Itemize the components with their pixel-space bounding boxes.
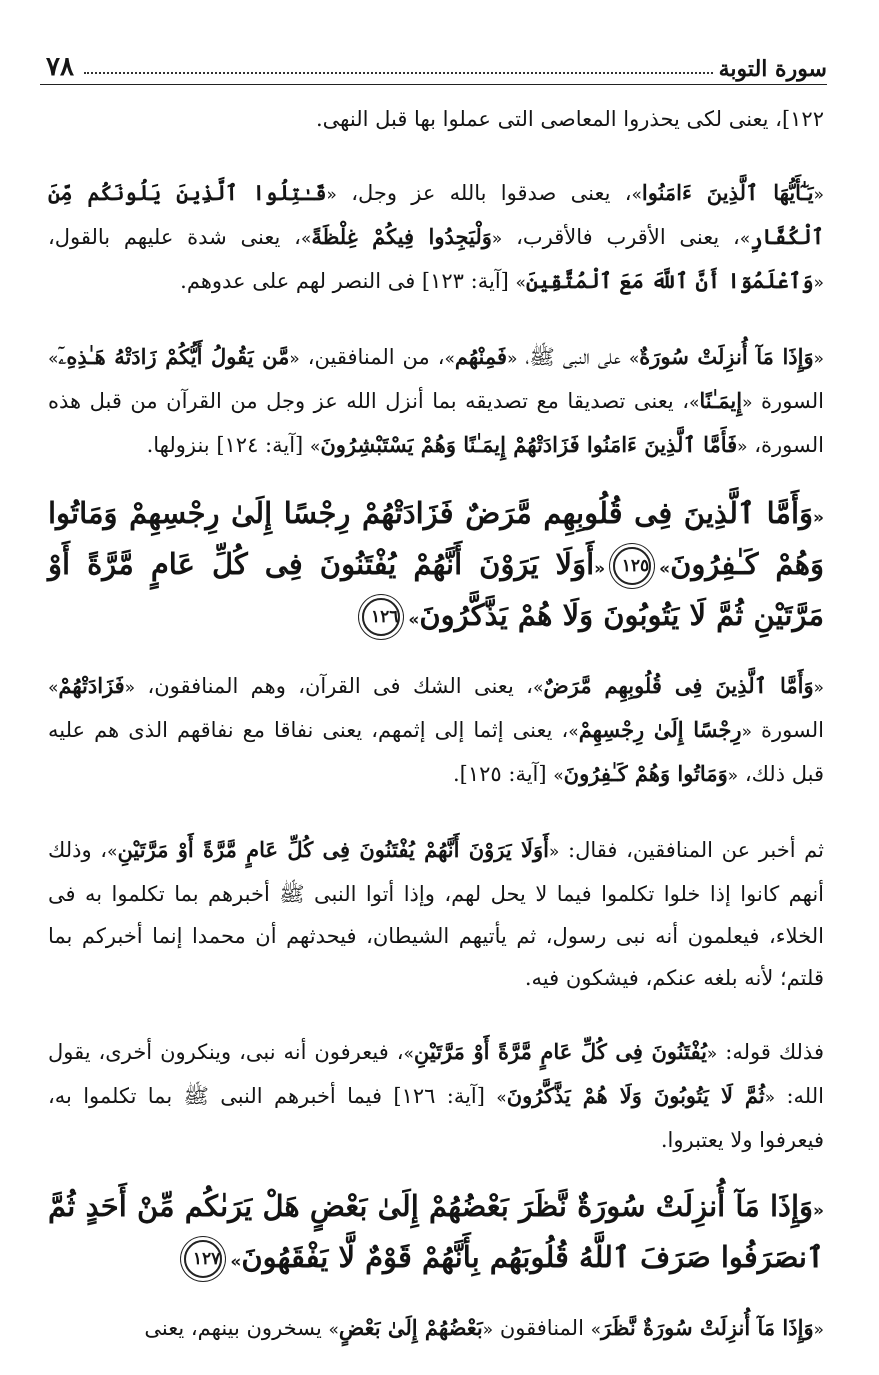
quran-quote: بَعْضُهُمْ إِلَىٰ بَعْضٍ xyxy=(338,1315,483,1340)
quran-quote: وَإِذَا مَآ أُنزِلَتْ سُورَةٌ نَّظَرَ xyxy=(601,1315,814,1340)
verse-number-medallion: ١٢٧ xyxy=(184,1240,222,1278)
commentary-text: [آية: ١٢٥]. xyxy=(452,762,554,786)
quran-quote: يَـٰٓأَيُّهَا ٱلَّذِينَ ءَامَنُوا xyxy=(641,180,814,205)
quote-close-bracket-icon: » xyxy=(309,437,321,457)
commentary-text: ، من المنافقين، xyxy=(299,345,445,369)
commentary-text: ، يعنى شدة عليهم بالقول، xyxy=(48,225,301,249)
commentary-paragraph xyxy=(48,172,824,304)
commentary-text: ١٢٢]، يعنى لكى يحذروا المعاصى التى عملوا بها قبل النهى. xyxy=(316,107,824,131)
quote-close-bracket-icon: » xyxy=(230,1252,242,1272)
commentary-text: ، يعنى الأقرب فالأقرب، xyxy=(502,225,740,249)
quote-close-bracket-icon: » xyxy=(403,1044,414,1064)
quran-quote: إِيمَـٰنًا xyxy=(699,388,743,413)
quran-quote: وَأَمَّا ٱلَّذِينَ فِى قُلُوبِهِم مَّرَضٌ xyxy=(543,673,814,698)
commentary-paragraph xyxy=(48,336,824,468)
commentary-text: المنافقون xyxy=(493,1316,591,1340)
quote-open-bracket-icon: « xyxy=(813,349,825,369)
commentary-text: ، يعنى صدقوا بالله عز وجل، xyxy=(336,181,632,205)
quran-quote: رِجْسًا إِلَىٰ رِجْسِهِمْ xyxy=(578,717,742,742)
quote-open-bracket-icon: « xyxy=(741,722,752,742)
quote-open-bracket-icon: « xyxy=(326,185,337,205)
quote-close-bracket-icon: » xyxy=(496,1088,507,1108)
quote-open-bracket-icon: « xyxy=(548,842,560,862)
header-leader-dots xyxy=(84,72,713,74)
quote-open-bracket-icon: « xyxy=(742,393,753,413)
commentary-text: السورة xyxy=(752,389,825,413)
quran-quote: يُفْتَنُونَ فِى كُلِّ عَامٍ مَّرَّةً أَوْ مَرَّتَيْنِ xyxy=(413,1039,707,1064)
quote-close-bracket-icon: » xyxy=(590,1320,601,1340)
quran-quote: وَإِذَا مَآ أُنزِلَتْ سُورَةٌ xyxy=(639,344,814,369)
commentary-text: [آية: ١٢٤] بنزولها. xyxy=(146,433,310,457)
page-header xyxy=(40,44,827,85)
paragraph-gap xyxy=(48,1161,824,1183)
quote-close-bracket-icon: » xyxy=(553,766,564,786)
quran-quote: قَـٰتِلُوا ٱلَّذِينَ يَلُونَكُم مِّنَ ٱلْكُفَّارِ xyxy=(48,180,825,249)
quote-open-bracket-icon: « xyxy=(706,1044,718,1064)
commentary-paragraph xyxy=(48,1307,824,1351)
quote-open-bracket-icon: « xyxy=(507,349,518,369)
quote-open-bracket-icon: « xyxy=(813,678,825,698)
quote-open-bracket-icon: « xyxy=(813,1320,824,1340)
commentary-text: ، وذلك أنهم كانوا إذا خلوا تكلموا فيما لا يحل لهم، وإذا أتوا النبى ﷺ أخبرهم بما تكلموا به فى الخلاء، فيعلمون أنه نبى رسول، ثم يأتيهم الشيطان، فيحدثهم أن محمدا إنما أخبركم بما قلتم؛ لأنه بلغه عنكم، فيشكون فيه. xyxy=(48,838,824,990)
commentary-text: يسخرون بينهم، يعنى xyxy=(144,1316,329,1340)
commentary-text: ، يعنى الشك فى القرآن، وهم المنافقون، xyxy=(135,674,533,698)
quote-open-bracket-icon: « xyxy=(764,1088,776,1108)
quote-close-bracket-icon: » xyxy=(689,393,700,413)
quote-open-bracket-icon: « xyxy=(813,185,824,205)
quote-close-bracket-icon: » xyxy=(659,559,671,579)
commentary-text: [آية: ١٢٣] فى النصر لهم على عدوهم. xyxy=(180,269,516,293)
quote-close-bracket-icon: » xyxy=(48,678,59,698)
quran-quote: وَٱعْلَمُوٓا أَنَّ ٱللَّهَ مَعَ ٱلْمُتَّقِينَ xyxy=(525,268,814,293)
quran-quote: أَوَلَا يَرَوْنَ أَنَّهُمْ يُفْتَنُونَ فِى كُلِّ عَامٍ مَّرَّةً أَوْ مَرَّتَيْنِ xyxy=(117,837,549,862)
commentary-text: على النبى ﷺ، xyxy=(517,345,629,369)
paragraph-gap xyxy=(48,1285,824,1307)
quote-open-bracket-icon: « xyxy=(594,559,606,579)
quran-verse-block xyxy=(48,1183,824,1285)
commentary-paragraph xyxy=(48,1031,824,1161)
paragraph-gap xyxy=(48,999,824,1031)
quote-close-bracket-icon: » xyxy=(631,185,642,205)
verse-number-medallion: ١٢٦ xyxy=(362,598,400,636)
quran-quote: فَمِنْهُم xyxy=(454,344,508,369)
paragraph-gap xyxy=(48,797,824,829)
quote-close-bracket-icon: » xyxy=(408,610,420,630)
quote-open-bracket-icon: « xyxy=(491,229,503,249)
quran-quote: فَأَمَّا ٱلَّذِينَ ءَامَنُوا فَزَادَتْهُمْ إِيمَـٰنًا وَهُمْ يَسْتَبْشِرُونَ xyxy=(320,432,738,457)
quran-quote: أَوَلَا يَرَوْنَ أَنَّهُمْ يُفْتَنُونَ فِى كُلِّ عَامٍ مَّرَّةً أَوْ مَرَّتَيْنِ ثُمَّ لَا يَتُوبُونَ وَلَا هُمْ يَذَّكَّرُونَ xyxy=(48,547,824,632)
quote-close-bracket-icon: » xyxy=(107,842,118,862)
verse-number-medallion: ١٢٥ xyxy=(613,547,651,585)
commentary-text: السورة xyxy=(751,718,824,742)
quote-close-bracket-icon: » xyxy=(628,349,640,369)
page-number: ٧٨ xyxy=(46,52,74,82)
quote-open-bracket-icon: « xyxy=(482,1320,494,1340)
paragraph-gap xyxy=(48,643,824,665)
quran-verse-block xyxy=(48,490,824,643)
quote-open-bracket-icon: « xyxy=(813,1201,824,1221)
page-body xyxy=(48,98,824,1351)
quote-close-bracket-icon: » xyxy=(48,349,59,369)
quote-close-bracket-icon: » xyxy=(515,273,526,293)
quran-quote: مَّن يَقُولُ أَيُّكُمْ زَادَتْهُ هَـٰذِهِۦٓ xyxy=(58,344,290,369)
quote-close-bracket-icon: » xyxy=(532,678,544,698)
commentary-paragraph xyxy=(48,98,824,140)
commentary-text: ، يعنى تصديقا مع تصديقه بما أنزل الله عز وجل من القرآن من قبل هذه السورة، xyxy=(48,389,824,457)
quote-close-bracket-icon: » xyxy=(300,229,312,249)
quote-open-bracket-icon: « xyxy=(813,273,824,293)
quran-quote: وَأَمَّا ٱلَّذِينَ فِى قُلُوبِهِم مَّرَضٌ فَزَادَتْهُمْ رِجْسًا إِلَىٰ رِجْسِهِمْ وَمَاتُوا وَهُمْ كَـٰفِرُونَ xyxy=(48,496,825,581)
quran-quote: وَإِذَا مَآ أُنزِلَتْ سُورَةٌ نَّظَرَ بَعْضُهُمْ إِلَىٰ بَعْضٍ هَلْ يَرَىٰكُم مِّنْ أَحَدٍ ثُمَّ ٱنصَرَفُوا صَرَفَ ٱللَّهُ قُلُوبَهُم بِأَنَّهُمْ قَوْمٌ لَّا يَفْقَهُونَ xyxy=(48,1189,824,1274)
commentary-paragraph xyxy=(48,829,824,999)
quote-close-bracket-icon: » xyxy=(568,722,579,742)
commentary-text: ، فيعرفون أنه نبى، وينكرون أخرى، يقول الله: xyxy=(48,1040,824,1108)
quote-open-bracket-icon: « xyxy=(813,508,824,528)
paragraph-gap xyxy=(48,140,824,172)
commentary-text: ، يعنى إثما إلى إثمهم، يعنى نفاقا مع نفاقهم الذى هم عليه قبل ذلك، xyxy=(48,718,824,786)
commentary-text: [آية: ١٢٦] فيما أخبرهم النبى ﷺ بما تكلموا به، فيعرفوا ولا يعتبروا. xyxy=(48,1084,824,1152)
commentary-text: ثم أخبر عن المنافقين، فقال: xyxy=(559,838,825,862)
quote-open-bracket-icon: « xyxy=(289,349,300,369)
paragraph-gap xyxy=(48,304,824,336)
surah-title: سورة التوبة xyxy=(718,56,827,82)
quote-close-bracket-icon: » xyxy=(328,1320,339,1340)
paragraph-gap xyxy=(48,468,824,490)
quote-close-bracket-icon: » xyxy=(739,229,751,249)
commentary-text: فذلك قوله: xyxy=(717,1040,824,1064)
commentary-paragraph xyxy=(48,665,824,797)
quran-quote: فَزَادَتْهُمْ xyxy=(58,673,125,698)
quran-quote: وَمَاتُوا وَهُمْ كَـٰفِرُونَ xyxy=(563,761,728,786)
quote-close-bracket-icon: » xyxy=(444,349,455,369)
quote-open-bracket-icon: « xyxy=(124,678,136,698)
quran-quote: وَلْيَجِدُوا فِيكُمْ غِلْظَةً xyxy=(311,224,492,249)
quote-open-bracket-icon: « xyxy=(727,766,739,786)
quran-quote: ثُمَّ لَا يَتُوبُونَ وَلَا هُمْ يَذَّكَّرُونَ xyxy=(506,1083,765,1108)
quote-open-bracket-icon: « xyxy=(737,437,748,457)
